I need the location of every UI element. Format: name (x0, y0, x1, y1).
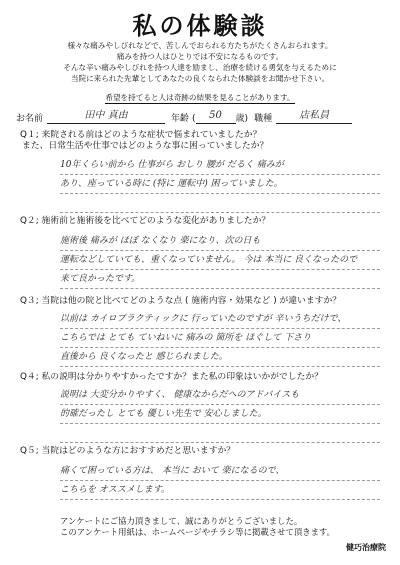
answer-line: 施術後 痛みが ほぼ なくなり 楽になり、次の日も (60, 232, 380, 251)
hope-text (10, 92, 390, 103)
age-unit: 歳) (235, 114, 249, 124)
answer-5 (60, 462, 380, 500)
question-4-text: Q４; 私の説明は分かりやすかったですか？また私の印象はいかがでしたか？ (20, 372, 323, 382)
question-1-text: Q１; 来院される前はどのような症状で悩まれていましたか？ (20, 130, 262, 140)
answer-line: こちらを オススメします。 (60, 481, 380, 500)
answer-line: 10年くらい前から 仕事がら おしり 腰が だるく 痛みが (60, 156, 380, 175)
answer-line: 痛くて困っている方は、 本当に おいて 楽になるので、 (60, 462, 380, 481)
answer-line: あり、座っている時に (特に 運転中) 困っていました。 (60, 175, 380, 194)
question-3 (20, 296, 390, 307)
answer-line: 以前は カイロプラクティックに 行っていたのですが 辛いうちだけで、 (60, 310, 380, 329)
intro-line: 様々な痛みやしびれなどで、苦しんでおられる方たちがたくさんおられます。 (67, 41, 333, 50)
name-field: 田中 真由 (47, 109, 165, 124)
answer-1 (60, 156, 380, 213)
respondent-info (16, 108, 386, 124)
question-2 (20, 216, 390, 227)
answer-line: 説明は 大変分かりやすく、 健康なからだへのアドバイスも (60, 386, 380, 405)
intro-text (10, 40, 390, 84)
answer-line: 来て良かったです。 (60, 270, 380, 289)
answer-4 (60, 386, 380, 443)
intro-line: 当院に来られた先輩としてあなたの良くなられた体験談をお聞かせ下さい。 (70, 74, 330, 83)
question-1 (20, 130, 390, 152)
question-2-text: Q２; 施術前と施術後を比べてどのような変化がありましたか？ (20, 216, 271, 226)
answer-line: 的確だったし とても 優しい先生で 安心しました。 (60, 405, 380, 424)
age-field: 50 (196, 109, 236, 124)
footer-line: このアンケート用紙は、ホームページやチラシ等に掲載させて頂きます。 (60, 527, 336, 537)
question-4 (20, 372, 390, 383)
age-label: 年齢 (171, 114, 190, 124)
clinic-name: 健巧治療院 (346, 543, 386, 552)
answer-3 (60, 310, 380, 367)
answer-line: 直後から 良くなったと 感じられました。 (60, 348, 380, 367)
answer-line (60, 194, 380, 213)
job-field: 店私員 (276, 109, 352, 124)
page-title: 私の体験談 (132, 12, 268, 40)
name-label: お名前 (16, 114, 44, 124)
answer-line: こちらでは とても ていねいに 痛みの 箇所を ほぐして 下さり (60, 329, 380, 348)
answer-line: 運転などしていても、重くなっていません。 今は 本当に 良くなったので (60, 251, 380, 270)
footer-line: アンケートにご協力頂きまして、誠にありがとうございました。 (60, 516, 303, 526)
intro-line: そんな辛い痛みやしびれを持つ人達を励まし、治療を続ける勇気を与えるために (63, 63, 337, 72)
question-5-text: Q５; 当院はどのような方におすすめだと思いますか？ (20, 446, 236, 456)
question-3-text: Q３; 当院は他の院と比べてどのような点 ( 施術内容・効果など ) が違いますか？ (20, 296, 342, 306)
age-open-paren: ( (192, 114, 196, 124)
footer-note (60, 516, 380, 538)
job-label: 職種 (254, 114, 273, 124)
answer-2 (60, 232, 380, 289)
question-1-subtext: また、日常生活や仕事ではどのような事に困っていましたか？ (22, 141, 269, 151)
intro-line: 痛みを持つ人はひとりでは不安になるものです。 (116, 52, 284, 61)
question-5 (20, 446, 390, 457)
answer-line (60, 424, 380, 443)
hope-line: 希望を持てると人は奇跡の結果を見ることがあります。 (105, 93, 295, 102)
